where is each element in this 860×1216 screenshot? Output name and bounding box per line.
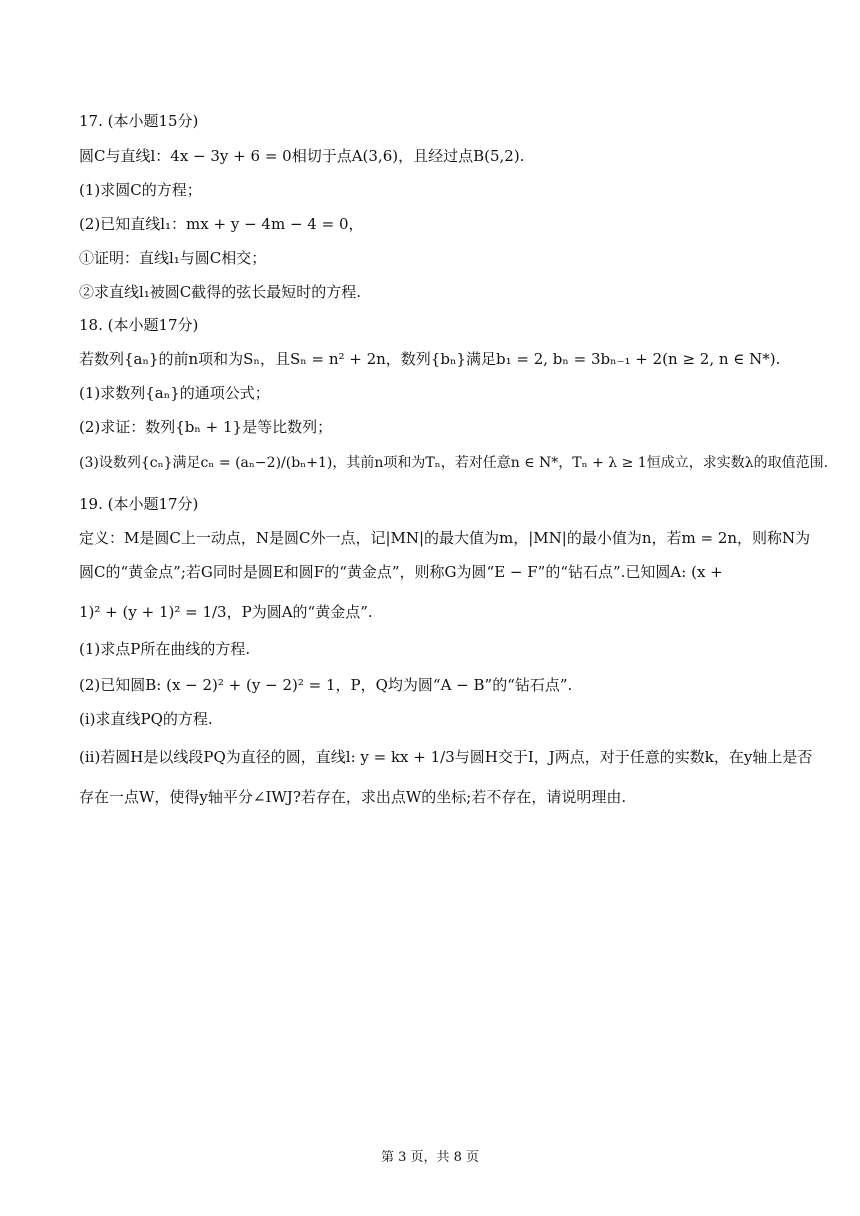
problem-18-statement: 若数列{aₙ}的前n项和为Sₙ，且Sₙ = n² + 2n，数列{bₙ}满足b₁ = 2, bₙ = 3bₙ₋₁ + 2(n ≥ 2, n ∈ N*). xyxy=(79,350,781,368)
problem-19-part-2: (2)已知圆B: (x − 2)² + (y − 2)² = 1，P，Q均为圆“A − B”的“钻石点”. xyxy=(79,676,573,694)
problem-17-heading: 17. (本小题15分) xyxy=(79,112,199,130)
problem-17-part-2-2: ②求直线l₁被圆C截得的弦长最短时的方程. xyxy=(79,283,362,301)
problem-18-part-2: (2)求证：数列{bₙ + 1}是等比数列； xyxy=(79,418,333,436)
problem-17-statement: 圆C与直线l：4x − 3y + 6 = 0相切于点A(3,6)，且经过点B(5,2). xyxy=(79,147,525,165)
problem-19-part-2-i: (i)求直线PQ的方程. xyxy=(79,710,213,728)
problem-17-part-2: (2)已知直线l₁：mx + y − 4m − 4 = 0， xyxy=(79,215,364,233)
problem-19-part-2-ii-cont: 存在一点W，使得y轴平分∠IWJ?若存在，求出点W的坐标;若不存在，请说明理由. xyxy=(79,788,627,806)
problem-19-heading: 19. (本小题17分) xyxy=(79,495,199,513)
problem-17-part-2-1: ①证明：直线l₁与圆C相交； xyxy=(79,249,267,267)
problem-19-definition-3: 1)² + (y + 1)² = 1/3，P为圆A的“黄金点”. xyxy=(79,603,373,621)
problem-18-part-1: (1)求数列{aₙ}的通项公式； xyxy=(79,384,270,402)
problem-19-definition-1: 定义：M是圆C上一动点，N是圆C外一点，记|MN|的最大值为m，|MN|的最小值为n，若m = 2n，则称N为 xyxy=(79,529,811,547)
problem-19-part-2-ii: (ii)若圆H是以线段PQ为直径的圆，直线l: y = kx + 1/3与圆H交于I，J两点，对于任意的实数k，在y轴上是否 xyxy=(79,748,813,766)
problem-17-part-1: (1)求圆C的方程； xyxy=(79,181,202,199)
problem-18-part-3: (3)设数列{cₙ}满足cₙ = (aₙ−2)/(bₙ+1)，其前n项和为Tₙ，若对任意n ∈ N*，Tₙ + λ ≥ 1恒成立，求实数λ的取值范围. xyxy=(79,455,829,471)
problem-18-heading: 18. (本小题17分) xyxy=(79,316,199,334)
problem-19-definition-2: 圆C的“黄金点”;若G同时是圆E和圆F的“黄金点”，则称G为圆“E − F”的“钻石点”.已知圆A: (x + xyxy=(79,563,723,581)
page-footer: 第 3 页，共 8 页 xyxy=(380,1150,480,1165)
problem-19-part-1: (1)求点P所在曲线的方程. xyxy=(79,640,251,658)
